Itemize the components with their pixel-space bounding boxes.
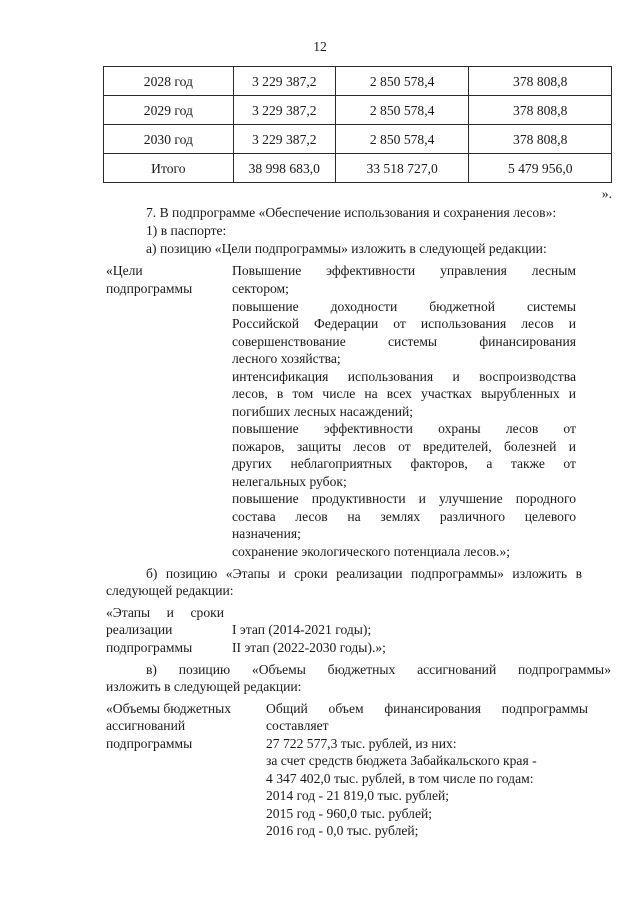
item7-heading: 7. В подпрограмме «Обеспечение использования и сохранения лесов»:: [146, 205, 557, 220]
goals-line: лесов, в том числе на всех участках вырубленных и: [232, 386, 576, 401]
goals-line: лесного хозяйства;: [232, 351, 341, 366]
table-cell: 3 229 387,2: [233, 96, 335, 125]
goals-line: сохранение экологического потенциала лесов.»;: [232, 544, 511, 559]
table-cell: 2 850 578,4: [335, 96, 469, 125]
table-cell: 2 850 578,4: [335, 67, 469, 96]
table-cell: 378 808,8: [469, 67, 612, 96]
goals-label: «Цели: [106, 263, 143, 278]
volumes-line: 2014 год - 21 819,0 тыс. рублей;: [266, 788, 450, 803]
volumes-line: 27 722 577,3 тыс. рублей, из них:: [266, 736, 457, 751]
volumes-line: за счет средств бюджета Забайкальского края -: [266, 753, 537, 768]
table-row: [104, 67, 612, 96]
table-cell: 378 808,8: [469, 96, 612, 125]
volumes-label: ассигнований: [106, 718, 186, 733]
table-row: [104, 154, 612, 183]
goals-line: сектором;: [232, 281, 289, 296]
table-cell: 2029 год: [104, 96, 234, 125]
volumes-line: Общий объем финансирования подпрограммы: [266, 701, 588, 716]
table-cell: 3 229 387,2: [233, 125, 335, 154]
financing-table: [103, 66, 612, 183]
stages-label: реализации: [106, 622, 173, 637]
table-cell: 2 850 578,4: [335, 125, 469, 154]
stages-label: подпрограммы: [106, 640, 193, 655]
goals-line: повышение эффективности охраны лесов от: [232, 421, 576, 436]
volumes-label: «Объемы бюджетных: [106, 701, 232, 716]
stages-value: I этап (2014-2021 годы);: [232, 622, 372, 637]
goals-line: погибших лесных насаждений;: [232, 404, 414, 419]
item7-sub-a: а) позицию «Цели подпрограммы» изложить в следующей редакции:: [146, 241, 547, 256]
table-row: [104, 125, 612, 154]
volumes-line: 4 347 402,0 тыс. рублей, в том числе по годам:: [266, 771, 534, 786]
stages-value: II этап (2022-2030 годы).»;: [232, 640, 386, 655]
sub-v-line: изложить в следующей редакции:: [106, 679, 302, 694]
sub-b-line: б) позицию «Этапы и сроки реализации подпрограммы» изложить в: [146, 566, 582, 581]
goals-line: совершенствование системы финансирования: [232, 334, 576, 349]
goals-line: интенсификация использования и воспроизводства: [232, 369, 576, 384]
goals-line: назначения;: [232, 526, 301, 541]
table-cell: 3 229 387,2: [233, 67, 335, 96]
goals-label: подпрограммы: [106, 281, 193, 296]
volumes-label: подпрограммы: [106, 736, 193, 751]
page-number: 12: [313, 39, 327, 54]
stages-label: «Этапы и сроки: [106, 605, 224, 620]
sub-v-line: в) позицию «Объемы бюджетных ассигнований подпрограммы»: [146, 662, 611, 677]
table-cell: 378 808,8: [469, 125, 612, 154]
goals-line: состава лесов на землях различного целевого: [232, 509, 576, 524]
goals-line: Повышение эффективности управления лесным: [232, 263, 576, 278]
table-cell: Итого: [104, 154, 234, 183]
goals-line: повышение продуктивности и улучшение породного: [232, 491, 576, 506]
volumes-line: составляет: [266, 718, 329, 733]
goals-line: Российской Федерации от использования лесов и: [232, 316, 576, 331]
goals-line: пожаров, защиты лесов от вредителей, болезней и: [232, 439, 576, 454]
goals-line: повышение доходности бюджетной системы: [232, 299, 576, 314]
table-cell: 38 998 683,0: [233, 154, 335, 183]
goals-line: других неблагоприятных факторов, а также от: [232, 456, 576, 471]
table-cell: 2030 год: [104, 125, 234, 154]
item7-sub1: 1) в паспорте:: [146, 223, 227, 238]
volumes-line: 2015 год - 960,0 тыс. рублей;: [266, 806, 433, 821]
table-cell: 2028 год: [104, 67, 234, 96]
table-row: [104, 96, 612, 125]
sub-b-line: следующей редакции:: [106, 583, 234, 598]
volumes-line: 2016 год - 0,0 тыс. рублей;: [266, 823, 419, 838]
table-cell: 5 479 956,0: [469, 154, 612, 183]
goals-line: нелегальных рубок;: [232, 474, 347, 489]
table-cell: 33 518 727,0: [335, 154, 469, 183]
closing-quote: ».: [601, 186, 612, 201]
